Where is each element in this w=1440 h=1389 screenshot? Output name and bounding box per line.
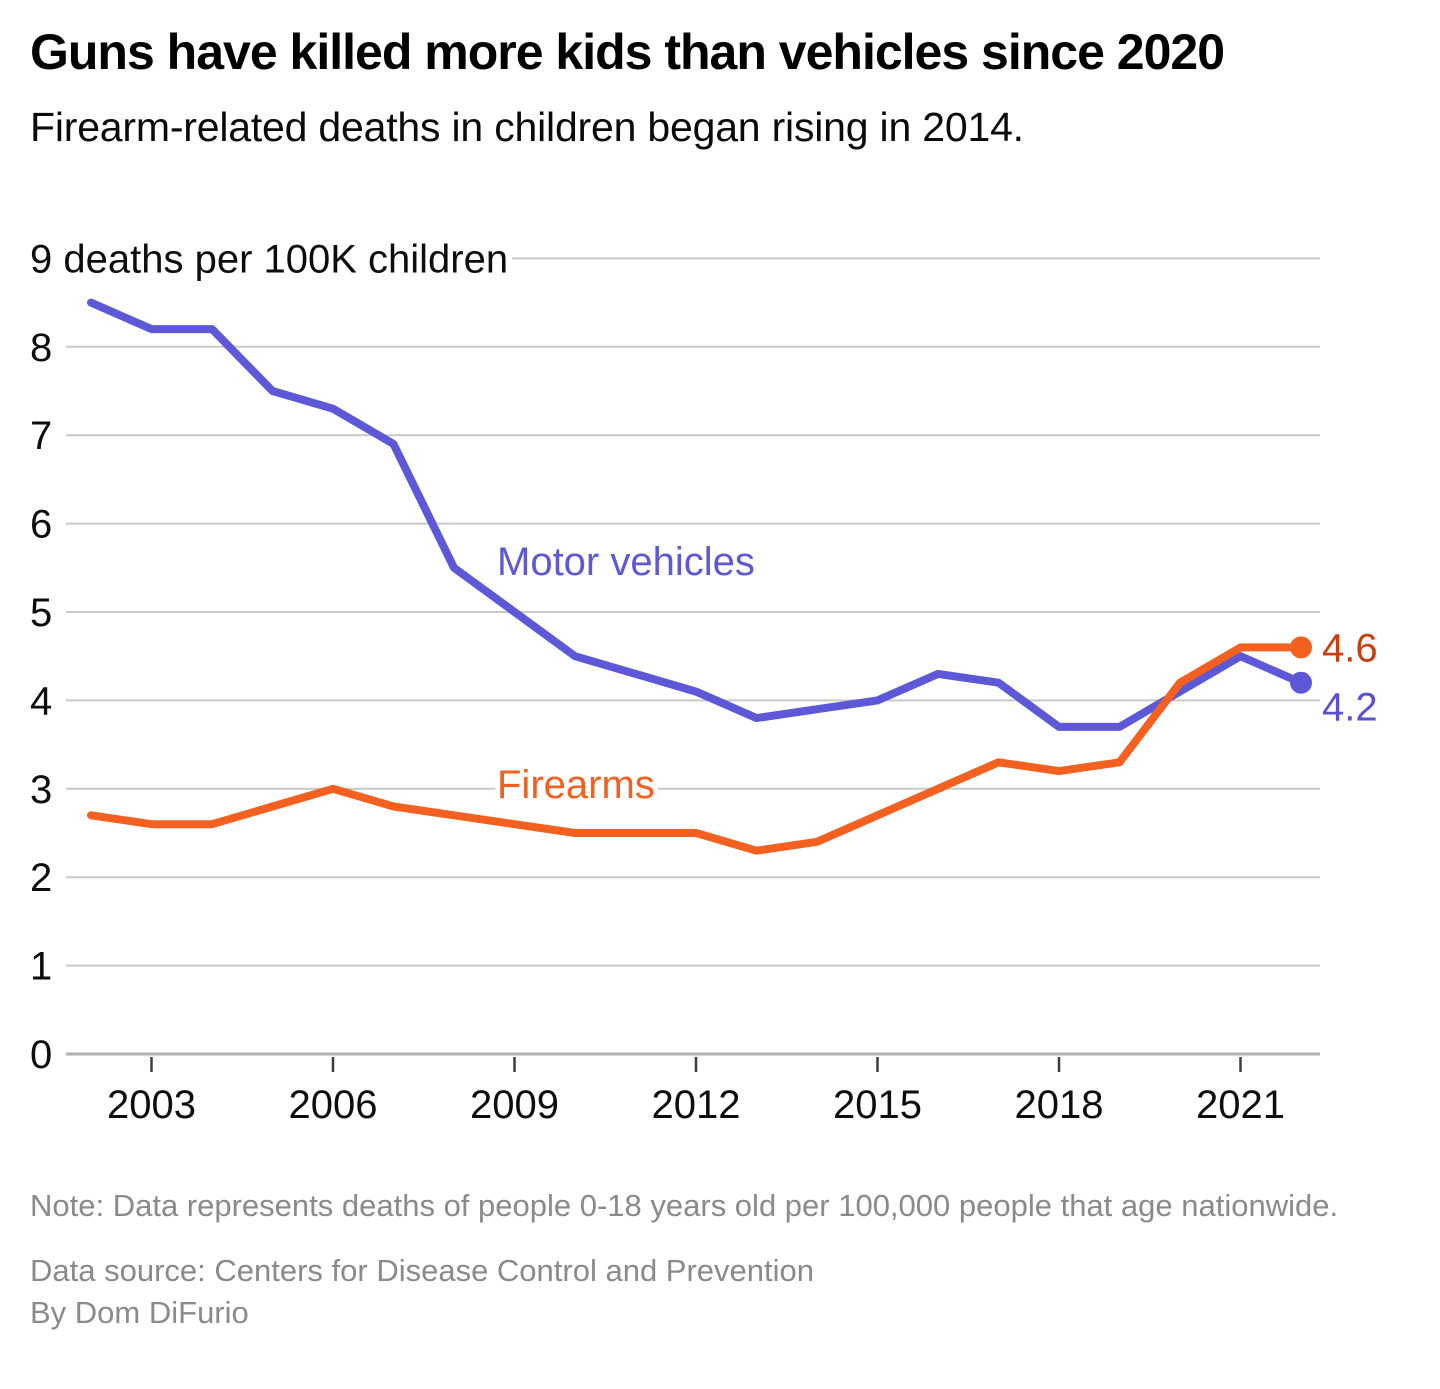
motor-vehicles-line — [91, 303, 1301, 727]
firearms-label: Firearms — [497, 763, 655, 807]
y-axis-label-9: 9 deaths per 100K children — [30, 237, 509, 282]
chart-byline: By Dom DiFurio — [30, 1295, 249, 1330]
y-axis-label-5: 5 — [30, 591, 53, 635]
y-axis-label-3: 3 — [30, 767, 53, 812]
y-axis-label-2: 2 — [30, 856, 53, 901]
chart-footer — [30, 1184, 1350, 1334]
motor-vehicles-label: Motor vehicles — [497, 540, 755, 584]
x-axis-label-2012: 2012 — [651, 1083, 741, 1127]
firearms-end-label: 4.6 — [1322, 626, 1378, 671]
motor-vehicles-end-label: 4.2 — [1322, 685, 1378, 730]
chart-header — [30, 22, 1420, 151]
y-axis-label-8: 8 — [30, 325, 53, 370]
chart-subtitle: Firearm-related deaths in children began rising in 2014. — [30, 104, 1024, 150]
y-axis-label-0: 0 — [30, 1033, 53, 1077]
chart-note: Note: Data represents deaths of people 0-18 years old per 100,000 people that age nationwide. — [30, 1188, 1339, 1223]
y-axis-label-6: 6 — [30, 502, 53, 547]
x-axis-label-2009: 2009 — [470, 1083, 559, 1127]
firearms-end-dot — [1290, 636, 1312, 658]
chart-title: Guns have killed more kids than vehicles since 2020 — [30, 24, 1225, 80]
motor-vehicles-end-dot — [1290, 672, 1312, 694]
chart-source: Data source: Centers for Disease Control and Prevention — [30, 1253, 815, 1288]
x-axis-label-2003: 2003 — [107, 1083, 196, 1127]
x-axis-label-2021: 2021 — [1196, 1083, 1285, 1127]
y-axis-label-4: 4 — [30, 679, 53, 724]
x-axis-label-2006: 2006 — [288, 1083, 378, 1127]
y-axis-label-1: 1 — [30, 944, 53, 989]
chart-canvas — [0, 230, 1440, 1150]
x-axis-label-2015: 2015 — [833, 1083, 922, 1127]
y-axis-label-7: 7 — [30, 414, 53, 459]
firearms-line — [91, 647, 1301, 850]
line-chart — [0, 230, 1440, 1150]
x-axis-label-2018: 2018 — [1014, 1083, 1104, 1127]
